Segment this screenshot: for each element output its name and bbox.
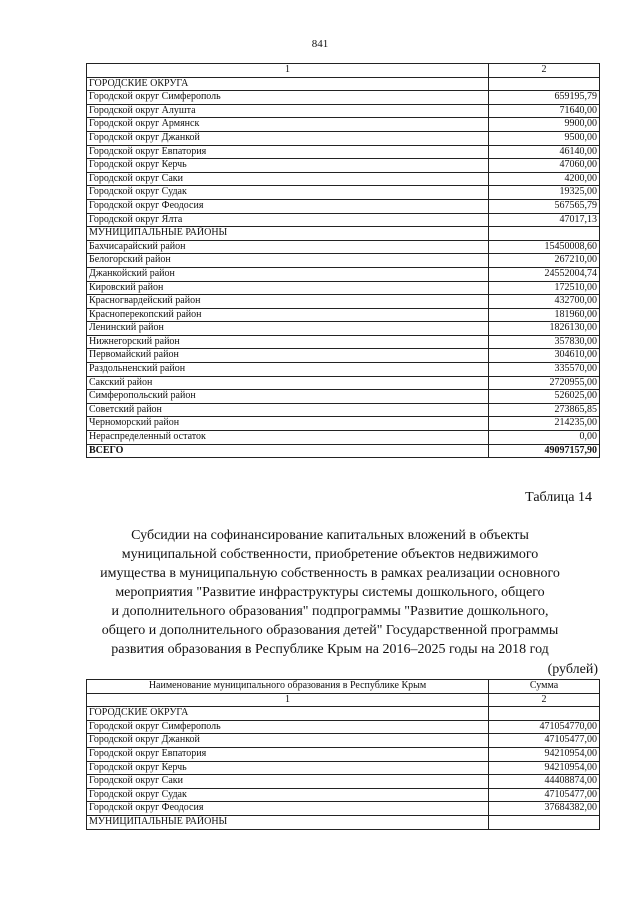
table-row <box>87 227 600 241</box>
table-row <box>87 131 600 145</box>
row-value: 9500,00 <box>489 131 600 145</box>
row-value <box>489 815 600 829</box>
row-value: 526025,00 <box>489 390 600 404</box>
table-row <box>87 145 600 159</box>
total-value: 49097157,90 <box>489 444 600 458</box>
units-label: (рублей) <box>547 662 598 677</box>
table-row <box>87 761 600 775</box>
title-line: и дополнительного образования" подпрограммы "Развитие дошкольного, <box>111 604 549 619</box>
row-value: 214235,00 <box>489 417 600 431</box>
table1-body <box>87 77 600 444</box>
header-name: Наименование муниципального образования в Республике Крым <box>87 680 489 694</box>
column-number-2: 2 <box>489 693 600 707</box>
table-row <box>87 281 600 295</box>
table-title <box>70 526 590 659</box>
row-name: Первомайский район <box>87 349 489 363</box>
table-row <box>87 77 600 91</box>
table-row <box>87 390 600 404</box>
table-row <box>87 431 600 445</box>
table-row <box>87 417 600 431</box>
row-value: 94210954,00 <box>489 747 600 761</box>
row-name: Ленинский район <box>87 322 489 336</box>
row-name: Городской округ Алушта <box>87 104 489 118</box>
row-name: Симферопольский район <box>87 390 489 404</box>
title-line: развития образования в Республике Крым на 2016–2025 годы на 2018 год <box>111 642 549 657</box>
row-value: 46140,00 <box>489 145 600 159</box>
row-name: Городской округ Судак <box>87 788 489 802</box>
row-value <box>489 227 600 241</box>
row-name: ГОРОДСКИЕ ОКРУГА <box>87 707 489 721</box>
allocation-table-continued <box>86 63 600 458</box>
column-number-1: 1 <box>87 64 489 78</box>
title-line: мероприятия "Развитие инфраструктуры системы дошкольного, общего <box>115 585 545 600</box>
row-name: Городской округ Керчь <box>87 761 489 775</box>
row-name: Белогорский район <box>87 254 489 268</box>
table-row <box>87 815 600 829</box>
table-row <box>87 295 600 309</box>
title-line: общего и дополнительного образования детей" Государственной программы <box>101 623 559 638</box>
row-name: Черноморский район <box>87 417 489 431</box>
table-row <box>87 254 600 268</box>
column-number-1: 1 <box>87 693 489 707</box>
row-value: 44408874,00 <box>489 775 600 789</box>
row-name: Городской округ Джанкой <box>87 131 489 145</box>
table-row <box>87 720 600 734</box>
row-value <box>489 77 600 91</box>
row-value: 2720955,00 <box>489 376 600 390</box>
column-number-2: 2 <box>489 64 600 78</box>
row-name: Сакский район <box>87 376 489 390</box>
column-number-row <box>87 693 600 707</box>
table-row <box>87 747 600 761</box>
row-name: Городской округ Джанкой <box>87 734 489 748</box>
header-sum: Сумма <box>489 680 600 694</box>
row-name: Городской округ Феодосия <box>87 199 489 213</box>
table-row <box>87 376 600 390</box>
row-name: Раздольненский район <box>87 363 489 377</box>
total-row <box>87 444 600 458</box>
row-value: 47060,00 <box>489 159 600 173</box>
row-value: 15450008,60 <box>489 240 600 254</box>
row-value: 0,00 <box>489 431 600 445</box>
row-value: 335570,00 <box>489 363 600 377</box>
table-row <box>87 403 600 417</box>
table-row <box>87 159 600 173</box>
row-value: 432700,00 <box>489 295 600 309</box>
row-name: ГОРОДСКИЕ ОКРУГА <box>87 77 489 91</box>
table-row <box>87 349 600 363</box>
row-value: 47105477,00 <box>489 788 600 802</box>
table-row <box>87 363 600 377</box>
row-name: Городской округ Керчь <box>87 159 489 173</box>
row-name: МУНИЦИПАЛЬНЫЕ РАЙОНЫ <box>87 227 489 241</box>
row-name: Городской округ Симферополь <box>87 720 489 734</box>
table-row <box>87 802 600 816</box>
header-row <box>87 680 600 694</box>
row-value: 567565,79 <box>489 199 600 213</box>
row-name: Городской округ Евпатория <box>87 145 489 159</box>
row-value <box>489 707 600 721</box>
row-value: 659195,79 <box>489 91 600 105</box>
row-value: 94210954,00 <box>489 761 600 775</box>
title-line: Субсидии на софинансирование капитальных вложений в объекты <box>131 528 529 543</box>
row-name: Городской округ Феодосия <box>87 802 489 816</box>
row-name: Городской округ Евпатория <box>87 747 489 761</box>
table-row <box>87 734 600 748</box>
row-value: 47017,13 <box>489 213 600 227</box>
row-value: 267210,00 <box>489 254 600 268</box>
row-name: Нижнегорский район <box>87 335 489 349</box>
row-name: Красногвардейский район <box>87 295 489 309</box>
row-name: Городской округ Саки <box>87 172 489 186</box>
total-label: ВСЕГО <box>87 444 489 458</box>
title-line: муниципальной собственности, приобретение объектов недвижимого <box>121 547 539 562</box>
row-name: МУНИЦИПАЛЬНЫЕ РАЙОНЫ <box>87 815 489 829</box>
row-value: 273865,85 <box>489 403 600 417</box>
row-value: 4200,00 <box>489 172 600 186</box>
row-value: 304610,00 <box>489 349 600 363</box>
row-value: 47105477,00 <box>489 734 600 748</box>
table-row <box>87 775 600 789</box>
table-number: Таблица 14 <box>525 490 592 505</box>
column-number-row <box>87 64 600 78</box>
table-row <box>87 186 600 200</box>
table-row <box>87 267 600 281</box>
row-name: Городской округ Симферополь <box>87 91 489 105</box>
table-row <box>87 118 600 132</box>
row-name: Нераспределенный остаток <box>87 431 489 445</box>
table-row <box>87 91 600 105</box>
row-name: Кировский район <box>87 281 489 295</box>
row-value: 471054770,00 <box>489 720 600 734</box>
row-name: Красноперекопский район <box>87 308 489 322</box>
row-value: 19325,00 <box>489 186 600 200</box>
table-row <box>87 172 600 186</box>
row-name: Городской округ Судак <box>87 186 489 200</box>
row-value: 181960,00 <box>489 308 600 322</box>
row-value: 172510,00 <box>489 281 600 295</box>
subsidy-table <box>86 679 600 830</box>
table-row <box>87 788 600 802</box>
row-name: Городской округ Саки <box>87 775 489 789</box>
row-value: 71640,00 <box>489 104 600 118</box>
row-name: Городской округ Армянск <box>87 118 489 132</box>
page-number: 841 <box>311 38 329 50</box>
table-row <box>87 199 600 213</box>
row-name: Бахчисарайский район <box>87 240 489 254</box>
table-row <box>87 335 600 349</box>
row-name: Городской округ Ялта <box>87 213 489 227</box>
row-value: 24552004,74 <box>489 267 600 281</box>
row-value: 1826130,00 <box>489 322 600 336</box>
table2-body <box>87 707 600 829</box>
table-row <box>87 322 600 336</box>
table-row <box>87 308 600 322</box>
row-value: 37684382,00 <box>489 802 600 816</box>
row-value: 357830,00 <box>489 335 600 349</box>
table-row <box>87 104 600 118</box>
table-row <box>87 240 600 254</box>
row-value: 9900,00 <box>489 118 600 132</box>
table-row <box>87 213 600 227</box>
row-name: Советский район <box>87 403 489 417</box>
table-row <box>87 707 600 721</box>
row-name: Джанкойский район <box>87 267 489 281</box>
title-line: имущества в муниципальную собственность в рамках реализации основного <box>100 566 560 581</box>
